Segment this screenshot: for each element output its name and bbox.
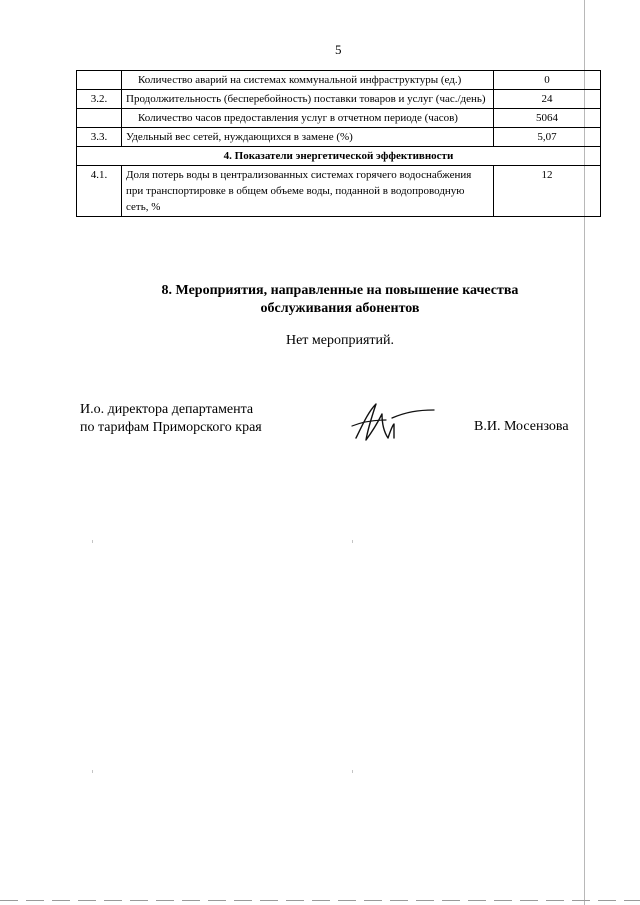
row-value: 5064 <box>494 109 601 128</box>
row-indicator: Количество часов предоставления услуг в отчетном периоде (часов) <box>122 109 494 128</box>
row-number: 4.1. <box>77 166 122 217</box>
scan-speck <box>92 540 93 543</box>
section-heading <box>90 282 590 318</box>
row-indicator: Продолжительность (бесперебойность) поставки товаров и услуг (час./день) <box>122 90 494 109</box>
table-row <box>77 109 601 128</box>
heading-line-2: обслуживания абонентов <box>260 301 420 316</box>
position-line-1: И.о. директора департамента <box>80 402 254 417</box>
indicators-table <box>76 70 601 217</box>
scan-bottom-artifact <box>0 900 640 901</box>
no-measures-text: Нет мероприятий. <box>285 333 395 348</box>
row-number: 3.2. <box>77 90 122 109</box>
scan-speck <box>92 770 93 773</box>
page-number: 5 <box>335 42 342 57</box>
signer-name: В.И. Мосензова <box>474 419 569 434</box>
row-number <box>77 109 122 128</box>
row-value: 5,07 <box>494 128 601 147</box>
heading-line-1: 8. Мероприятия, направленные на повышение качества <box>161 283 519 298</box>
row-indicator: Доля потерь воды в централизованных системах горячего водоснабжения при транспортировке в общем объеме воды, поданной в водопроводную сеть, % <box>122 166 494 217</box>
section-title: 4. Показатели энергетической эффективности <box>77 147 601 166</box>
signer-position <box>80 401 262 437</box>
row-number: 3.3. <box>77 128 122 147</box>
row-number <box>77 71 122 90</box>
table-row <box>77 128 601 147</box>
row-indicator: Удельный вес сетей, нуждающихся в замене (%) <box>122 128 494 147</box>
scan-speck <box>352 770 353 773</box>
row-value: 24 <box>494 90 601 109</box>
row-value: 12 <box>494 166 601 217</box>
row-indicator: Количество аварий на системах коммунальной инфраструктуры (ед.) <box>122 71 494 90</box>
handwritten-signature <box>348 398 438 446</box>
table-section-row <box>77 147 601 166</box>
row-value: 0 <box>494 71 601 90</box>
position-line-2: по тарифам Приморского края <box>80 420 262 435</box>
table-row <box>77 71 601 90</box>
table-row <box>77 166 601 217</box>
table-row <box>77 90 601 109</box>
scan-speck <box>352 540 353 543</box>
